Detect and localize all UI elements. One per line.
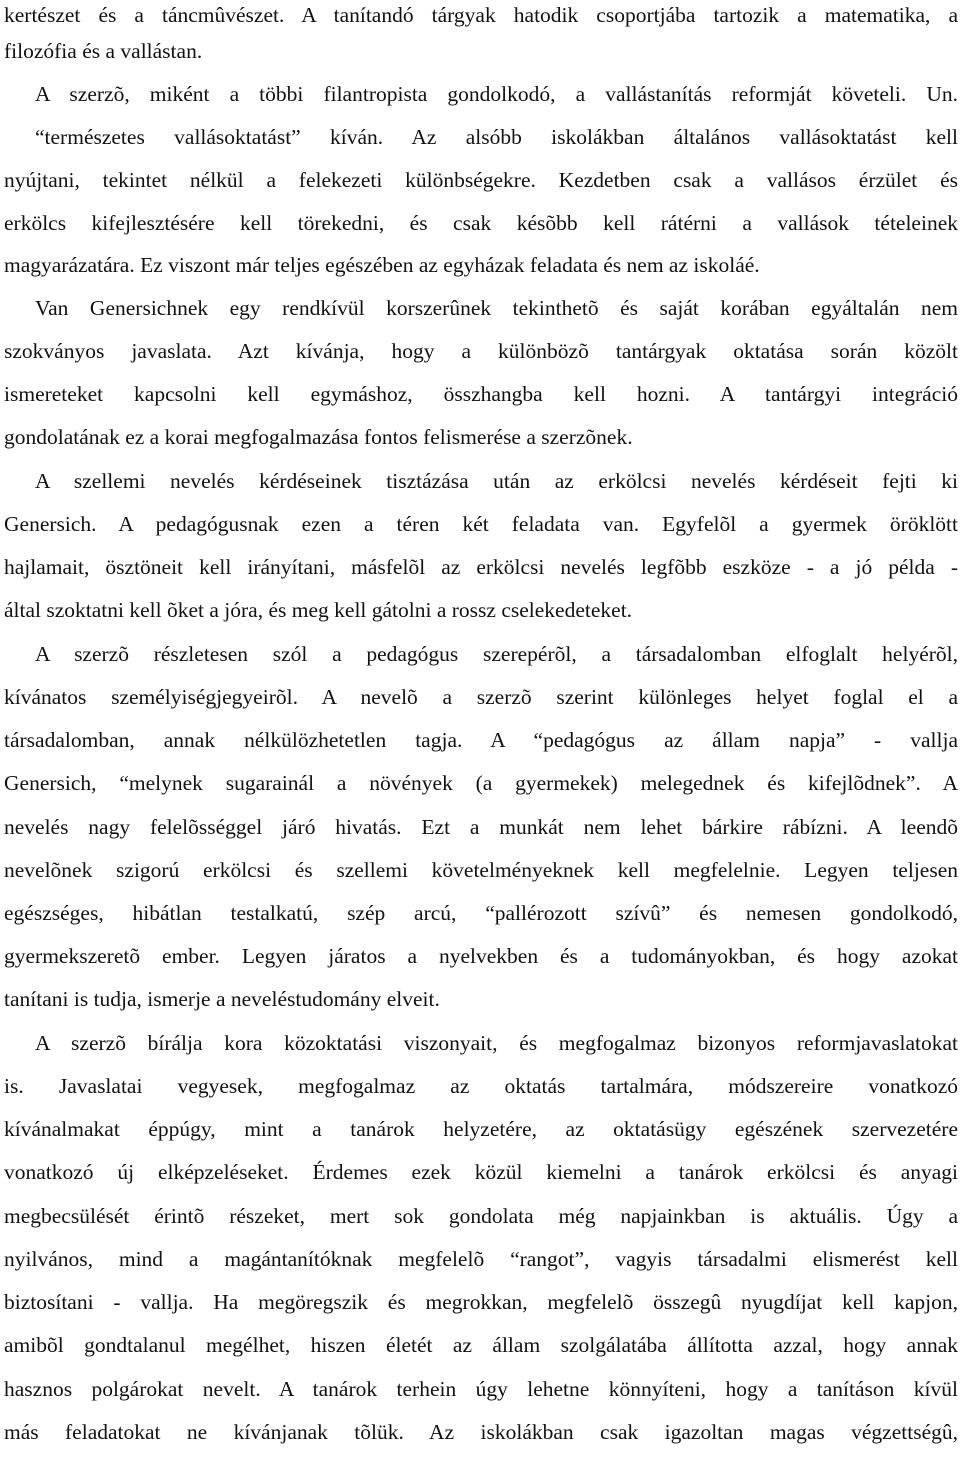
text-line-01: kertészet és a táncmûvészet. A tanítandó tárgyak hatodik csoportjába tartozik a matematika, a: [4, 3, 958, 27]
text-line-11: gondolatának ez a korai megfogalmazása fontos felismerése a szerzõnek.: [4, 425, 633, 449]
text-line-08: Van Genersichnek egy rendkívül korszerûnek tekinthetõ és saját korában egyáltalán nem: [35, 296, 958, 320]
text-line-04: “természetes vallásoktatást” kíván. Az alsóbb iskolákban általános vallásoktatást kell: [35, 125, 958, 149]
text-line-32: amibõl gondtalanul megélhet, hiszen életét az állam szolgálatába állította azzal, hogy annak: [4, 1333, 958, 1357]
text-line-14: hajlamait, ösztöneit kell irányítani, másfelõl az erkölcsi nevelés legfõbb eszköze - a jó példa -: [4, 555, 958, 579]
text-line-07: magyarázatára. Ez viszont már teljes egészében az egyházak feladata és nem az iskoláé.: [4, 253, 760, 277]
text-line-16: A szerzõ részletesen szól a pedagógus szerepérõl, a társadalomban elfoglalt helyérõl,: [35, 642, 958, 666]
text-line-06: erkölcs kifejlesztésére kell törekedni, és csak késõbb kell rátérni a vallások tételeinek: [4, 211, 958, 235]
text-line-03: A szerzõ, miként a többi filantropista gondolkodó, a vallástanítás reformját követeli. Un.: [35, 82, 958, 106]
text-line-21: nevelõnek szigorú erkölcsi és szellemi követelményeknek kell megfelelnie. Legyen teljesen: [4, 858, 958, 882]
text-line-13: Genersich. A pedagógusnak ezen a téren két feladata van. Egyfelõl a gyermek öröklött: [4, 512, 958, 536]
text-line-26: is. Javaslatai vegyesek, megfogalmaz az oktatás tartalmára, módszereire vonatkozó: [4, 1074, 958, 1098]
text-line-30: nyilvános, mind a magántanítóknak megfelelõ “rangot”, vagyis társadalmi elismerést kell: [4, 1247, 958, 1271]
text-line-02: filozófia és a vallástan.: [4, 39, 203, 63]
text-line-28: vonatkozó új elképzeléseket. Érdemes ezek közül kiemelni a tanárok erkölcsi és anyagi: [4, 1160, 958, 1184]
text-line-20: nevelés nagy felelõsséggel járó hivatás. Ezt a munkát nem lehet bárkire rábízni. A leendõ: [4, 815, 958, 839]
text-line-33: hasznos polgárokat nevelt. A tanárok terhein úgy lehetne könnyíteni, hogy a tanításon kívül: [4, 1377, 958, 1401]
text-line-19: Genersich, “melynek sugarainál a növények (a gyermekek) melegednek és kifejlõdnek”. A: [4, 771, 958, 795]
text-line-27: kívánalmakat éppúgy, mint a tanárok helyzetére, az oktatásügy egészének szervezetére: [4, 1117, 958, 1141]
text-line-25: A szerzõ bírálja kora közoktatási viszonyait, és megfogalmaz bizonyos reformjavaslatokat: [35, 1031, 958, 1055]
text-line-31: biztosítani - vallja. Ha megöregszik és megrokkan, megfelelõ összegû nyugdíjat kell kapjon,: [4, 1290, 958, 1314]
text-line-29: megbecsülését érintõ részeket, mert sok gondolata még napjainkban is aktuális. Úgy a: [4, 1204, 958, 1228]
text-line-34: más feladatokat ne kívánjanak tõlük. Az iskolákban csak igazoltan magas végzettségû,: [4, 1420, 958, 1444]
text-line-12: A szellemi nevelés kérdéseinek tisztázása után az erkölcsi nevelés kérdéseit fejti ki: [35, 469, 958, 493]
text-line-09: szokványos javaslata. Azt kívánja, hogy a különbözõ tantárgyak oktatása során közölt: [4, 339, 958, 363]
text-line-23: gyermekszeretõ ember. Legyen járatos a nyelvekben és a tudományokban, és hogy azokat: [4, 944, 958, 968]
text-line-17: kívánatos személyiségjegyeirõl. A nevelõ a szerzõ szerint különleges helyet foglal el a: [4, 685, 958, 709]
text-line-24: tanítani is tudja, ismerje a neveléstudomány elveit.: [4, 987, 440, 1011]
text-line-22: egészséges, hibátlan testalkatú, szép arcú, “pallérozott szívû” és nemesen gondolkodó,: [4, 901, 958, 925]
text-line-05: nyújtani, tekintet nélkül a felekezeti különbségekre. Kezdetben csak a vallásos érzület és: [4, 168, 958, 192]
text-line-15: által szoktatni kell õket a jóra, és meg kell gátolni a rossz cselekedeteket.: [4, 598, 633, 622]
text-line-10: ismereteket kapcsolni kell egymáshoz, összhangba kell hozni. A tantárgyi integráció: [4, 382, 958, 406]
text-line-18: társadalomban, annak nélkülözhetetlen tagja. A “pedagógus az állam napja” - vallja: [4, 728, 958, 752]
